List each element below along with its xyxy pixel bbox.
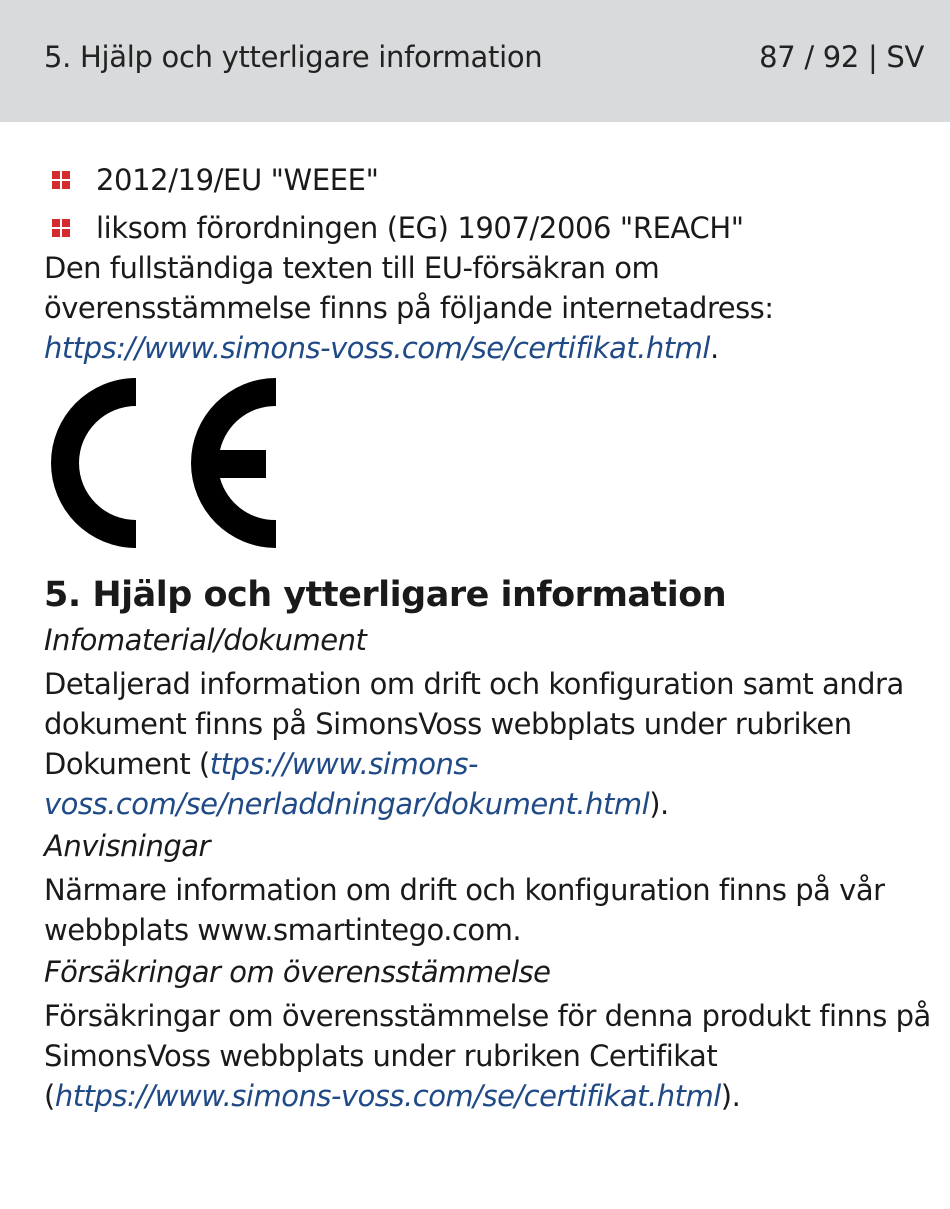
list-item bbox=[44, 204, 934, 252]
list-item bbox=[44, 156, 934, 204]
info-material-paragraph bbox=[44, 664, 934, 824]
declarations-subheading: Försäkringar om överensstämmelse bbox=[44, 955, 551, 989]
directive-label: liksom förordningen (EG) 1907/2006 "REACH" bbox=[96, 211, 744, 245]
eu-declaration-text: Den fullständiga texten till EU-försäkran om överensstämmelse finns på följande internetadress: bbox=[44, 251, 774, 325]
bullet-icon bbox=[52, 219, 70, 237]
eu-certificate-link[interactable]: https://www.simons-voss.com/se/certifikat.html bbox=[44, 331, 710, 365]
instructions-paragraph: Närmare information om drift och konfiguration finns på vår webbplats www.smartintego.com. bbox=[44, 873, 885, 947]
declarations-paragraph bbox=[44, 996, 934, 1116]
declarations-end: ). bbox=[720, 1079, 741, 1113]
certificate-link[interactable]: https://www.simons-voss.com/se/certifikat.html bbox=[54, 1079, 721, 1113]
page-header bbox=[0, 0, 950, 122]
info-material-end: ). bbox=[649, 787, 669, 821]
declarations-text: Försäkringar om överensstämmelse för denna produkt finns på SimonsVoss webbplats under rubriken Certifikat ( bbox=[44, 999, 931, 1113]
page-number: 87 / 92 | SV bbox=[759, 40, 924, 74]
documents-link[interactable]: ttps://www.simons-voss.com/se/nerladdningar/dokument.html bbox=[44, 747, 650, 821]
directive-label: 2012/19/EU "WEEE" bbox=[96, 163, 379, 197]
bullet-icon bbox=[52, 171, 70, 189]
page-content bbox=[44, 122, 934, 1116]
ce-mark-icon bbox=[44, 378, 280, 548]
info-material-subheading: Infomaterial/dokument bbox=[44, 623, 367, 657]
header-title: 5. Hjälp och ytterligare information bbox=[44, 40, 543, 74]
section-heading: 5. Hjälp och ytterligare information bbox=[44, 575, 727, 615]
directive-list bbox=[44, 156, 934, 252]
info-material-text: Detaljerad information om drift och konfiguration samt andra dokument finns på SimonsVoss webbplats under rubriken Dokument ( bbox=[44, 667, 904, 781]
eu-declaration-paragraph bbox=[44, 248, 934, 368]
instructions-subheading: Anvisningar bbox=[44, 829, 210, 863]
eu-declaration-end: . bbox=[709, 331, 719, 365]
